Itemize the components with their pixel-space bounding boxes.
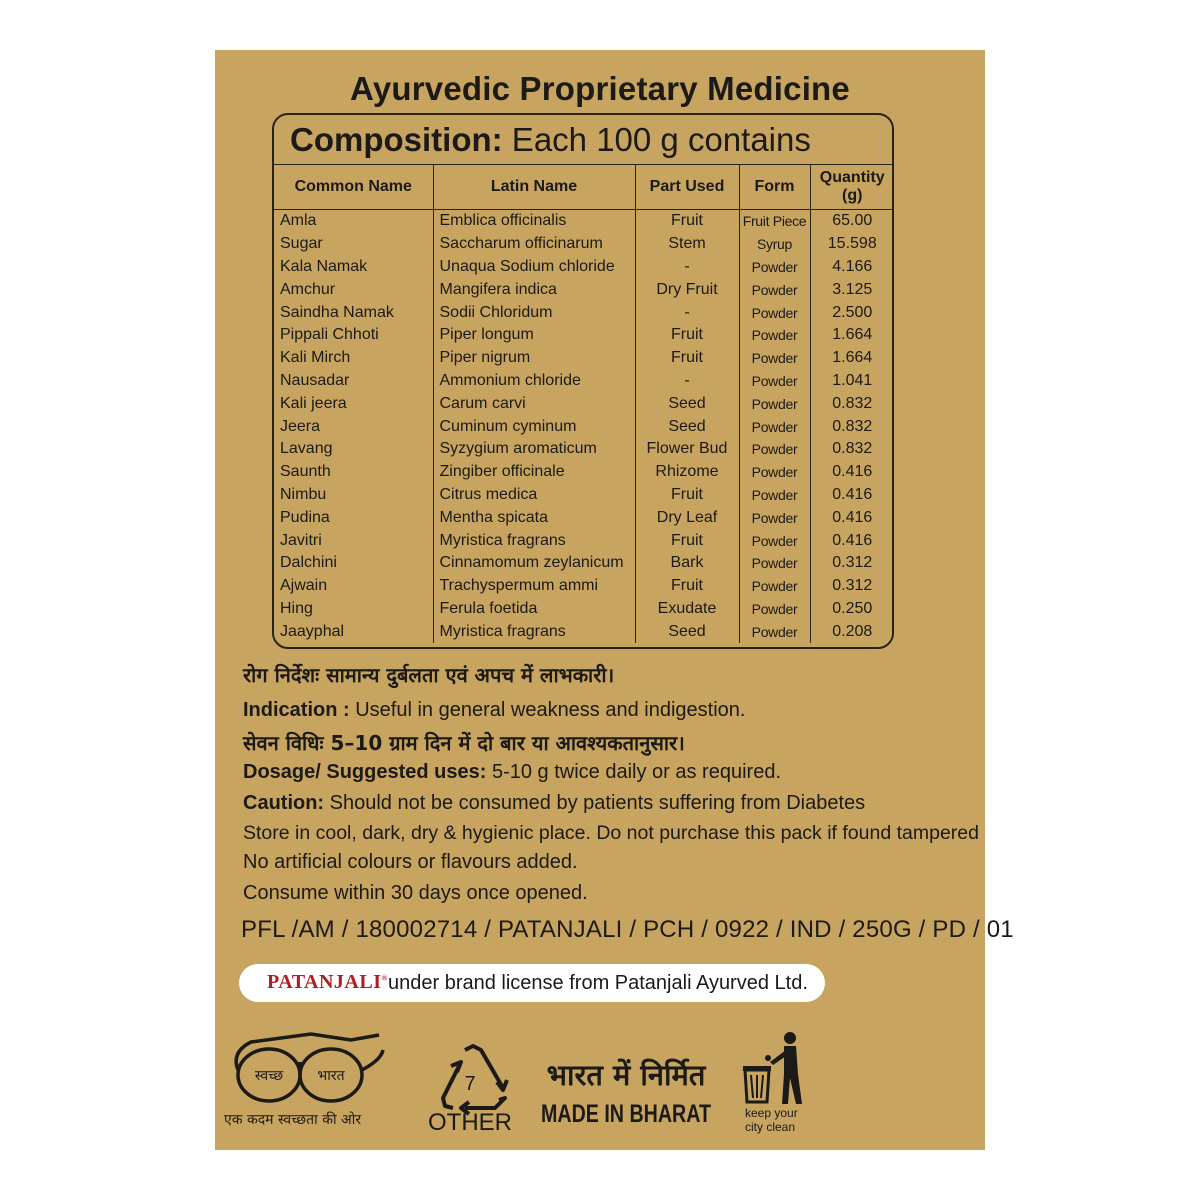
ingredient-part-used: Bark (635, 552, 739, 575)
ingredient-form: Powder (739, 278, 810, 301)
ingredient-form: Powder (739, 438, 810, 461)
ingredient-latin-name: Mangifera indica (433, 278, 635, 301)
ingredient-common-name: Saindha Namak (274, 301, 433, 324)
column-header: Latin Name (433, 165, 635, 210)
ingredient-quantity: 0.832 (832, 440, 873, 458)
storage-text: Store in cool, dark, dry & hygienic place. Do not purchase this pack if found tampered (243, 822, 979, 844)
ingredient-latin-name: Ferula foetida (433, 598, 635, 621)
dosage-text: 5-10 g twice daily or as required. (486, 761, 781, 783)
ingredient-common-name: Jeera (274, 415, 433, 438)
ingredient-form: Powder (739, 347, 810, 370)
indication-text: Useful in general weakness and indigestion. (349, 699, 746, 721)
ingredient-form: Powder (739, 415, 810, 438)
ingredient-common-name: Ajwain (274, 575, 433, 598)
table-row (274, 529, 894, 552)
composition-label: Composition: (290, 121, 503, 158)
keep-city-clean-mark (740, 1028, 820, 1138)
ingredient-form: Powder (739, 324, 810, 347)
ingredient-part-used: - (635, 256, 739, 279)
composition-title (290, 121, 811, 159)
table-row (274, 506, 894, 529)
ingredient-quantity: 0.208 (832, 622, 873, 640)
ingredient-common-name: Hing (274, 598, 433, 621)
ingredient-form: Powder (739, 461, 810, 484)
table-row (274, 575, 894, 598)
ingredient-quantity: 15.598 (827, 235, 877, 253)
consume-text: Consume within 30 days once opened. (243, 882, 588, 904)
ingredient-form: Powder (739, 256, 810, 279)
ingredient-quantity: 1.664 (832, 349, 873, 367)
ingredient-part-used: Exudate (635, 598, 739, 621)
ingredient-quantity: 0.416 (832, 485, 873, 503)
patanjali-logo (267, 971, 388, 994)
registered-mark: ® (381, 973, 388, 983)
label-panel (215, 50, 1014, 1150)
batch-code-line: PFL /AM / 180002714 / PATANJALI / PCH / 0922 / IND / 250G / PD / 01 (241, 916, 1014, 943)
ingredient-common-name: Amla (274, 210, 433, 233)
ingredient-part-used: Fruit (635, 575, 739, 598)
ingredient-latin-name: Ammonium chloride (433, 370, 635, 393)
ingredient-part-used: Seed (635, 620, 739, 643)
ingredient-form: Powder (739, 620, 810, 643)
ingredient-latin-name: Myristica fragrans (433, 529, 635, 552)
no-colours-text: No artificial colours or flavours added. (243, 851, 578, 873)
ingredient-form: Powder (739, 529, 810, 552)
ingredient-common-name: Kali jeera (274, 392, 433, 415)
ingredient-quantity: 2.500 (832, 303, 873, 321)
table-row (274, 324, 894, 347)
recycle-number: 7 (464, 1073, 476, 1095)
column-header: Common Name (274, 165, 433, 210)
ingredient-latin-name: Syzygium aromaticum (433, 438, 635, 461)
ingredient-common-name: Dalchini (274, 552, 433, 575)
brand-name: PATANJALI (267, 971, 382, 993)
caution-label: Caution: (243, 792, 325, 814)
ingredient-latin-name: Cuminum cyminum (433, 415, 635, 438)
table-row (274, 278, 894, 301)
ingredient-latin-name: Carum carvi (433, 392, 635, 415)
ingredient-part-used: Seed (635, 415, 739, 438)
license-bar (239, 964, 825, 1002)
keep-line-1: keep your (745, 1106, 798, 1120)
ingredient-latin-name: Zingiber officinale (433, 461, 635, 484)
ingredient-part-used: Fruit (635, 347, 739, 370)
ingredient-latin-name: Sodii Chloridum (433, 301, 635, 324)
ingredient-part-used: Seed (635, 392, 739, 415)
recycle-label: OTHER (428, 1109, 512, 1136)
ingredient-form: Powder (739, 506, 810, 529)
ingredient-form: Powder (739, 575, 810, 598)
table-row (274, 370, 894, 393)
table-row (274, 415, 894, 438)
ingredient-quantity: 0.416 (832, 508, 873, 526)
table-row (274, 301, 894, 324)
table-row (274, 256, 894, 279)
table-row (274, 484, 894, 507)
table-row (274, 552, 894, 575)
swachh-tagline: एक कदम स्वच्छता की ओर (224, 1112, 362, 1128)
ingredient-common-name: Sugar (274, 233, 433, 256)
ingredient-form: Syrup (739, 233, 810, 256)
made-in-bharat-mark (540, 1050, 730, 1130)
ingredient-common-name: Kala Namak (274, 256, 433, 279)
ingredient-part-used: Flower Bud (635, 438, 739, 461)
ingredient-latin-name: Trachyspermum ammi (433, 575, 635, 598)
ingredient-common-name: Pudina (274, 506, 433, 529)
ingredient-common-name: Amchur (274, 278, 433, 301)
table-row (274, 620, 894, 643)
ingredient-common-name: Nimbu (274, 484, 433, 507)
dosage-line (243, 761, 781, 784)
ingredient-form: Powder (739, 484, 810, 507)
swachh-bharat-logo (221, 1030, 391, 1130)
ingredient-quantity: 0.250 (832, 599, 873, 617)
ingredient-quantity: 0.832 (832, 417, 873, 435)
ingredient-latin-name: Mentha spicata (433, 506, 635, 529)
table-row (274, 392, 894, 415)
ingredient-latin-name: Emblica officinalis (433, 210, 635, 233)
ingredient-form: Powder (739, 301, 810, 324)
column-header: Quantity (g) (810, 165, 894, 210)
ingredient-part-used: Dry Fruit (635, 278, 739, 301)
ingredient-latin-name: Myristica fragrans (433, 620, 635, 643)
indication-line (243, 699, 745, 722)
made-in-hindi: भारत में निर्मित (546, 1058, 706, 1092)
ingredient-quantity: 0.312 (832, 554, 873, 572)
ingredient-form: Fruit Piece (739, 210, 810, 233)
ingredient-form: Powder (739, 598, 810, 621)
ingredient-part-used: Fruit (635, 324, 739, 347)
column-header: Form (739, 165, 810, 210)
ingredient-quantity: 0.416 (832, 463, 873, 481)
ingredient-quantity: 0.416 (832, 531, 873, 549)
caution-text: Should not be consumed by patients suffering from Diabetes (324, 792, 866, 814)
caution-line (243, 792, 865, 815)
ingredient-common-name: Kali Mirch (274, 347, 433, 370)
ingredient-part-used: - (635, 301, 739, 324)
ingredient-latin-name: Cinnamomum zeylanicum (433, 552, 635, 575)
litter-bin-icon (743, 1032, 802, 1104)
ingredient-common-name: Nausadar (274, 370, 433, 393)
ingredient-common-name: Pippali Chhoti (274, 324, 433, 347)
ingredient-quantity: 1.041 (832, 371, 873, 389)
composition-table (274, 164, 894, 643)
ingredient-quantity: 4.166 (832, 257, 873, 275)
ingredient-part-used: Fruit (635, 210, 739, 233)
ingredient-part-used: Fruit (635, 484, 739, 507)
ingredient-common-name: Saunth (274, 461, 433, 484)
table-row (274, 347, 894, 370)
ingredient-part-used: - (635, 370, 739, 393)
table-row (274, 461, 894, 484)
recycle-symbol (425, 1040, 525, 1140)
ingredient-quantity: 0.312 (832, 577, 873, 595)
ingredient-common-name: Jaayphal (274, 620, 433, 643)
ingredient-latin-name: Piper nigrum (433, 347, 635, 370)
ingredient-latin-name: Piper longum (433, 324, 635, 347)
ingredient-common-name: Lavang (274, 438, 433, 461)
ingredient-quantity: 1.664 (832, 326, 873, 344)
ingredient-part-used: Fruit (635, 529, 739, 552)
ingredient-form: Powder (739, 552, 810, 575)
ingredient-part-used: Dry Leaf (635, 506, 739, 529)
made-in-text: MADE IN BHARAT (541, 1100, 711, 1128)
ingredient-quantity: 3.125 (832, 280, 873, 298)
column-header: Part Used (635, 165, 739, 210)
ingredient-latin-name: Unaqua Sodium chloride (433, 256, 635, 279)
ingredient-part-used: Stem (635, 233, 739, 256)
table-row (274, 210, 894, 233)
ingredient-part-used: Rhizome (635, 461, 739, 484)
ingredient-quantity: 0.832 (832, 394, 873, 412)
composition-box (272, 113, 894, 649)
composition-basis: Each 100 g contains (502, 121, 811, 158)
license-text: under brand license from Patanjali Ayurved Ltd. (388, 972, 808, 994)
ingredient-form: Powder (739, 392, 810, 415)
table-row (274, 598, 894, 621)
table-row (274, 233, 894, 256)
ingredient-form: Powder (739, 370, 810, 393)
keep-line-2: city clean (745, 1120, 796, 1134)
ingredient-common-name: Javitri (274, 529, 433, 552)
hindi-dosage: सेवन विधिः 5–10 ग्राम दिन में दो बार या आवश्यकतानुसार। (243, 731, 685, 755)
table-row (274, 438, 894, 461)
indication-label: Indication : (243, 699, 350, 721)
page-title: Ayurvedic Proprietary Medicine (350, 70, 850, 107)
table-header-row (274, 165, 894, 210)
hindi-indication: रोग निर्देशः सामान्य दुर्बलता एवं अपच में लाभकारी। (243, 663, 615, 687)
ingredient-latin-name: Citrus medica (433, 484, 635, 507)
swachh-right-text: भारत (317, 1068, 345, 1084)
ingredient-latin-name: Saccharum officinarum (433, 233, 635, 256)
dosage-label: Dosage/ Suggested uses: (243, 761, 487, 783)
swachh-left-text: स्वच्छ (254, 1068, 284, 1084)
ingredient-quantity: 65.00 (832, 212, 873, 230)
